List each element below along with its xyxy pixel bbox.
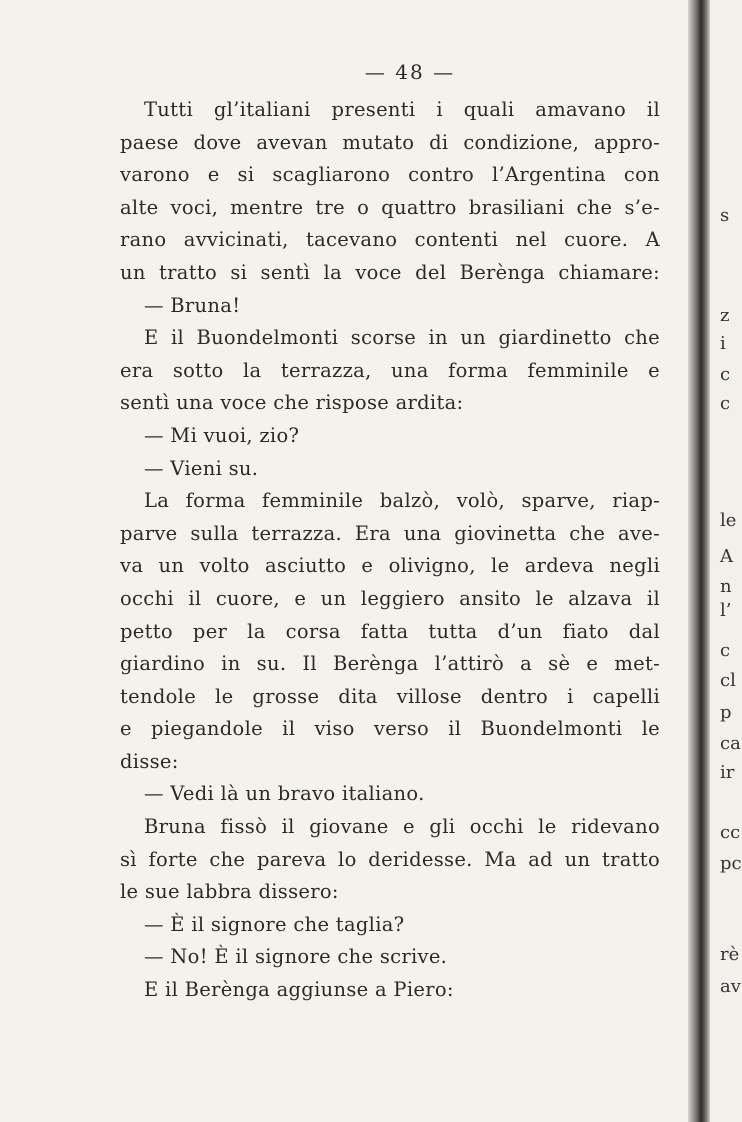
text-line: alte voci, mentre tre o quattro brasiliani che s’e-: [120, 195, 660, 219]
text-line: le sue labbra dissero:: [120, 880, 339, 904]
next-page-fragment: pc: [720, 853, 742, 874]
text-line: — Vieni su.: [144, 456, 259, 480]
next-page-fragment: p: [720, 702, 732, 723]
text-line: giardino in su. Il Berènga l’attirò a sè e met-: [120, 652, 660, 676]
next-page-fragment: av: [720, 976, 741, 997]
book-gutter: [688, 0, 710, 1122]
text-line: — No! È il signore che scrive.: [144, 945, 448, 969]
paragraph-lines: [120, 94, 660, 1007]
text-line: Tutti gl’italiani presenti i quali amavano il: [144, 98, 660, 121]
text-line: occhi il cuore, e un leggiero ansito le alzava il: [120, 586, 660, 610]
text-line: rano avvicinati, tacevano contenti nel cuore. A: [120, 228, 660, 252]
next-page-fragment: ca: [720, 733, 741, 754]
text-line: disse:: [120, 749, 179, 773]
next-page-fragment: n: [720, 576, 732, 597]
text-line: Bruna fissò il giovane e gli occhi le ridevano: [144, 815, 660, 839]
text-line: sentì una voce che rispose ardita:: [120, 391, 464, 415]
text-line: — Vedi là un bravo italiano.: [144, 782, 425, 806]
next-page-fragment: cl: [720, 670, 736, 691]
text-line: E il Buondelmonti scorse in un giardinetto che: [144, 326, 660, 350]
text-line: paese dove avevan mutato di condizione, appro-: [120, 130, 660, 154]
next-page-fragment: s: [720, 205, 730, 226]
text-line: — Bruna!: [144, 293, 241, 317]
text-line: sì forte che pareva lo deridesse. Ma ad un tratto: [120, 847, 660, 871]
next-page-fragment: A: [720, 546, 733, 567]
next-page-fragment: le: [720, 510, 737, 531]
next-page-fragment: l’: [720, 600, 732, 621]
text-line: varono e si scagliarono contro l’Argentina con: [120, 163, 660, 187]
next-page-fragment: z: [720, 305, 730, 326]
text-line: tendole le grosse dita villose dentro i capelli: [120, 684, 660, 708]
text-line: era sotto la terrazza, una forma femminile e: [120, 358, 660, 382]
text-line: — Mi vuoi, zio?: [144, 423, 300, 447]
text-line: — È il signore che taglia?: [144, 912, 405, 936]
page-number: — 48 —: [364, 60, 456, 84]
page-text: [120, 60, 660, 1007]
next-page-fragment: rè: [720, 944, 740, 965]
next-page-fragment: c: [720, 364, 731, 385]
next-page-fragment: cc: [720, 822, 741, 843]
next-page-fragment: i: [720, 333, 726, 354]
next-page-fragment: c: [720, 640, 731, 661]
next-page-fragment: ir: [720, 762, 735, 783]
text-line: e piegandole il viso verso il Buondelmonti le: [120, 717, 660, 741]
next-page-fragment: c: [720, 393, 731, 414]
text-line: petto per la corsa fatta tutta d’un fiato dal: [120, 619, 660, 643]
text-line: va un volto asciutto e olivigno, le ardeva negli: [120, 554, 660, 578]
text-line: E il Berènga aggiunse a Piero:: [144, 978, 454, 1002]
text-line: La forma femminile balzò, volò, sparve, riap-: [144, 489, 660, 513]
text-line: parve sulla terrazza. Era una giovinetta che ave-: [120, 521, 660, 545]
text-line: un tratto si sentì la voce del Berènga chiamare:: [120, 260, 660, 284]
